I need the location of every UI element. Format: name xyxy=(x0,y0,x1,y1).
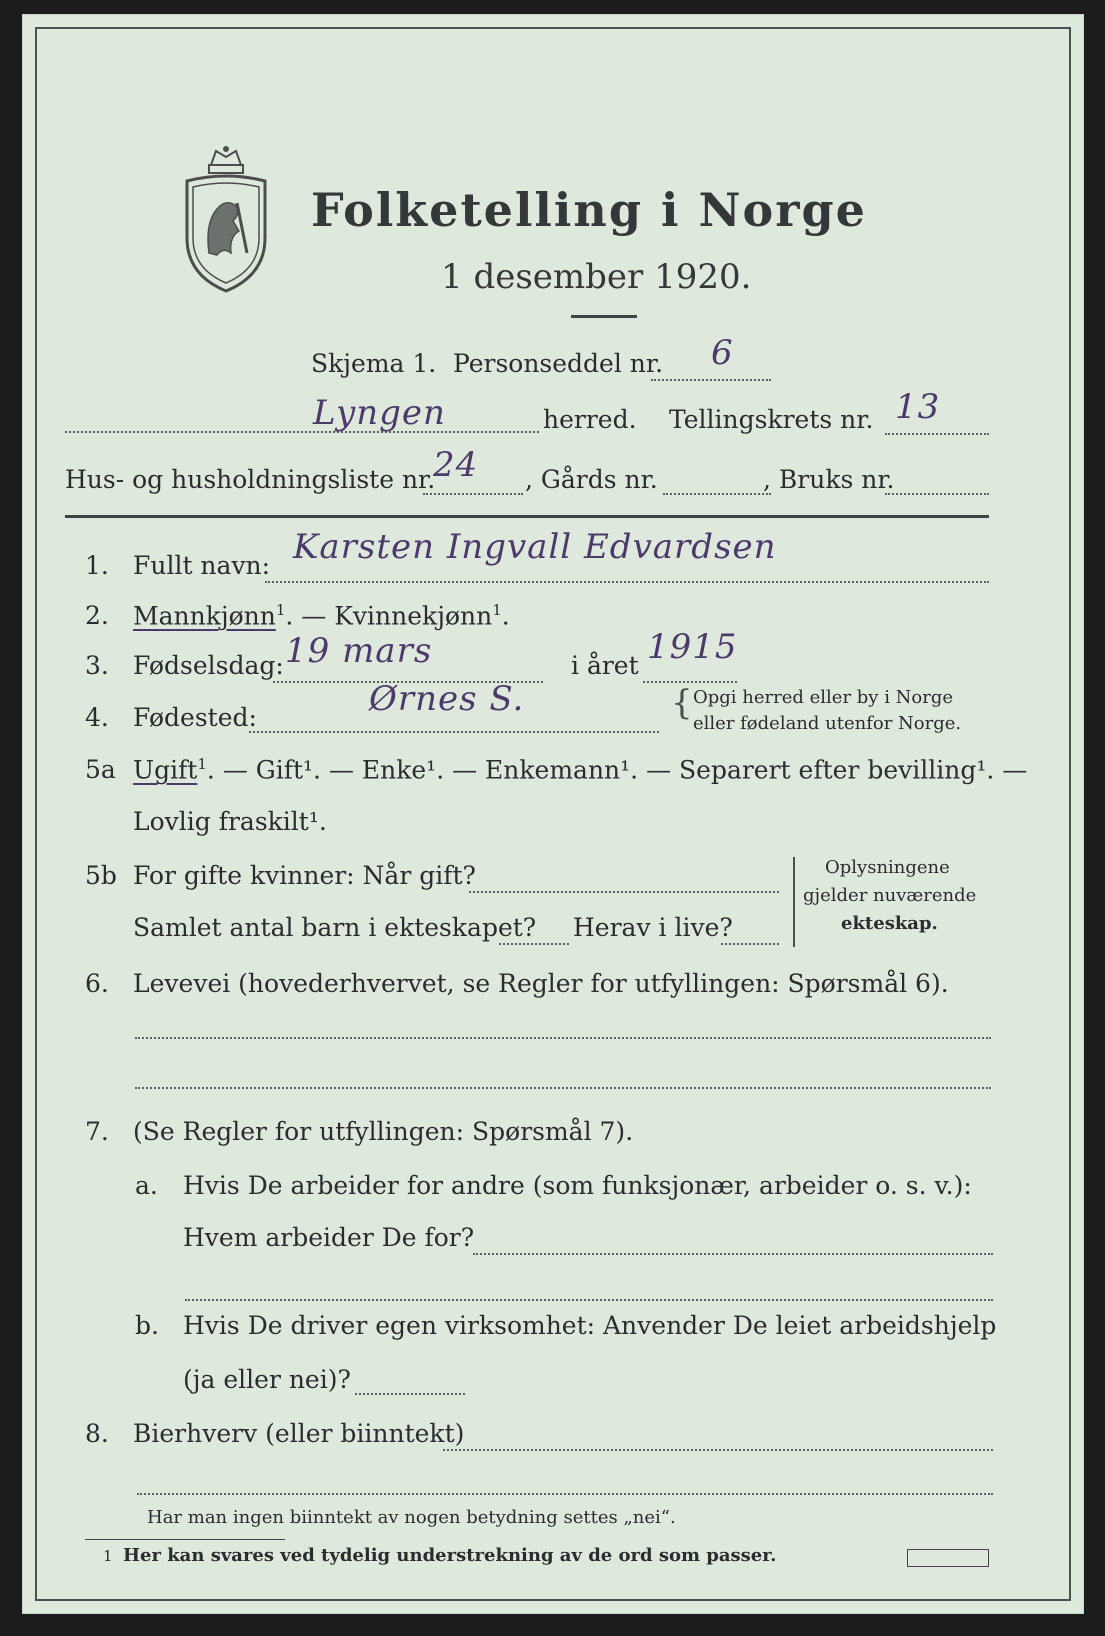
q3-birth-year[interactable]: 1915 xyxy=(647,627,738,667)
personseddel-label: Personseddel nr. xyxy=(453,349,664,378)
q5a-lovlig-fraskilt[interactable]: Lovlig fraskilt¹. xyxy=(133,807,327,836)
q1-line xyxy=(265,581,989,583)
q3-birth-date[interactable]: 19 mars xyxy=(285,631,433,671)
bruks-label: , Bruks nr. xyxy=(763,465,895,494)
census-form-sheet xyxy=(22,14,1084,1614)
husliste-label: Hus- og husholdningsliste nr. xyxy=(65,465,436,494)
q5a-other-options[interactable]: . — Gift¹. — Enke¹. — Enkemann¹. — Separert efter bevilling¹. — xyxy=(206,755,1028,785)
q4-label: Fødested: xyxy=(133,703,257,732)
q2-female-option[interactable]: . — Kvinnekjønn xyxy=(285,601,493,631)
footer-note: Har man ingen biinntekt av nogen betydning settes „nei“. xyxy=(147,1507,676,1528)
q1-label: Fullt navn: xyxy=(133,551,271,580)
q4-note-line1: Opgi herred eller by i Norge xyxy=(693,687,954,708)
q7a-text: Hvis De arbeider for andre (som funksjonær, arbeider o. s. v.): xyxy=(183,1171,972,1200)
q8-answer-line1 xyxy=(443,1449,993,1451)
q4-line xyxy=(249,731,659,733)
personseddel-value[interactable]: 6 xyxy=(711,333,734,373)
q2-end: . xyxy=(501,601,510,631)
q1-full-name[interactable]: Karsten Ingvall Edvardsen xyxy=(293,527,777,567)
q6-label: Levevei (hovederhvervet, se Regler for utfyllingen: Spørsmål 6). xyxy=(133,969,949,998)
q4-note-line2: eller fødeland utenfor Norge. xyxy=(693,713,962,734)
q3-number: 3. xyxy=(85,651,109,680)
husliste-value[interactable]: 24 xyxy=(433,445,479,485)
q4-brace: { xyxy=(671,683,693,723)
footnote-marker: 1 xyxy=(492,601,502,619)
q3-year-label: i året xyxy=(571,651,639,680)
q6-number: 6. xyxy=(85,969,109,998)
header-divider xyxy=(65,515,989,518)
q2-number: 2. xyxy=(85,601,109,630)
q5b-alive-label: Herav i live? xyxy=(573,913,733,942)
q8-label: Bierhverv (eller biinntekt) xyxy=(133,1419,465,1448)
q5b-married-line xyxy=(469,891,779,893)
q7a-letter: a. xyxy=(135,1171,158,1200)
q5a-ugift-option[interactable]: Ugift xyxy=(133,755,198,785)
q2-male-option[interactable]: Mannkjønn xyxy=(133,601,276,631)
bruks-line xyxy=(885,493,989,495)
herred-line xyxy=(65,431,539,433)
tellingskrets-label: Tellingskrets nr. xyxy=(669,405,874,434)
q1-number: 1. xyxy=(85,551,109,580)
q5b-alive-line xyxy=(721,943,779,945)
q5b-note-line2: gjelder nuværende xyxy=(803,885,977,906)
q5b-children-line xyxy=(499,943,569,945)
q8-number: 8. xyxy=(85,1419,109,1448)
q7a-question: Hvem arbeider De for? xyxy=(183,1223,475,1252)
q5b-number: 5b xyxy=(85,861,117,890)
gards-label: , Gårds nr. xyxy=(525,465,658,494)
q5b-note-line1: Oplysningene xyxy=(825,857,950,878)
q7-number: 7. xyxy=(85,1117,109,1146)
q4-number: 4. xyxy=(85,703,109,732)
husliste-line xyxy=(423,493,523,495)
q5b-married-label: For gifte kvinner: Når gift? xyxy=(133,861,476,890)
footnote-marker: 1 xyxy=(197,755,207,773)
q5b-children-label: Samlet antal barn i ekteskapet? xyxy=(133,913,537,942)
form-title: Folketelling i Norge xyxy=(311,183,867,237)
q3-label: Fødselsdag: xyxy=(133,651,284,680)
personseddel-line xyxy=(651,379,771,381)
footnote-text: Her kan svares ved tydelig understrekning av de ord som passer. xyxy=(123,1545,777,1566)
footnote-marker: 1 xyxy=(275,601,286,619)
herred-value[interactable]: Lyngen xyxy=(313,393,446,433)
tellingskrets-line xyxy=(885,433,989,435)
title-divider xyxy=(571,315,637,318)
q4-birthplace[interactable]: Ørnes S. xyxy=(369,679,525,719)
q5a-number: 5a xyxy=(85,755,116,784)
footnote-number: 1 xyxy=(103,1547,113,1565)
footnote-divider xyxy=(85,1539,285,1540)
q7b-question: (ja eller nei)? xyxy=(183,1365,351,1394)
printer-stamp xyxy=(907,1549,989,1567)
q7b-letter: b. xyxy=(135,1311,159,1340)
q2-sex-options xyxy=(133,601,510,630)
q7-label: (Se Regler for utfyllingen: Spørsmål 7). xyxy=(133,1117,634,1146)
q6-answer-line2 xyxy=(135,1087,991,1089)
q8-answer-line2 xyxy=(137,1493,993,1495)
q7b-answer-line xyxy=(355,1393,465,1395)
herred-label: herred. xyxy=(543,405,637,434)
skjema-label: Skjema 1. xyxy=(311,349,437,378)
q7a-answer-line2 xyxy=(185,1299,993,1301)
q7b-text: Hvis De driver egen virksomhet: Anvender De leiet arbeidshjelp xyxy=(183,1311,997,1340)
q5b-bracket xyxy=(793,857,799,947)
q5a-marital-options xyxy=(133,755,1027,784)
tellingskrets-value[interactable]: 13 xyxy=(895,387,941,427)
q5b-note-line3: ekteskap. xyxy=(841,913,938,934)
census-date: 1 desember 1920. xyxy=(441,257,752,297)
gards-line xyxy=(663,493,771,495)
coat-of-arms-icon xyxy=(181,143,271,293)
q6-answer-line1 xyxy=(135,1037,991,1039)
q7a-answer-line1 xyxy=(473,1253,993,1255)
